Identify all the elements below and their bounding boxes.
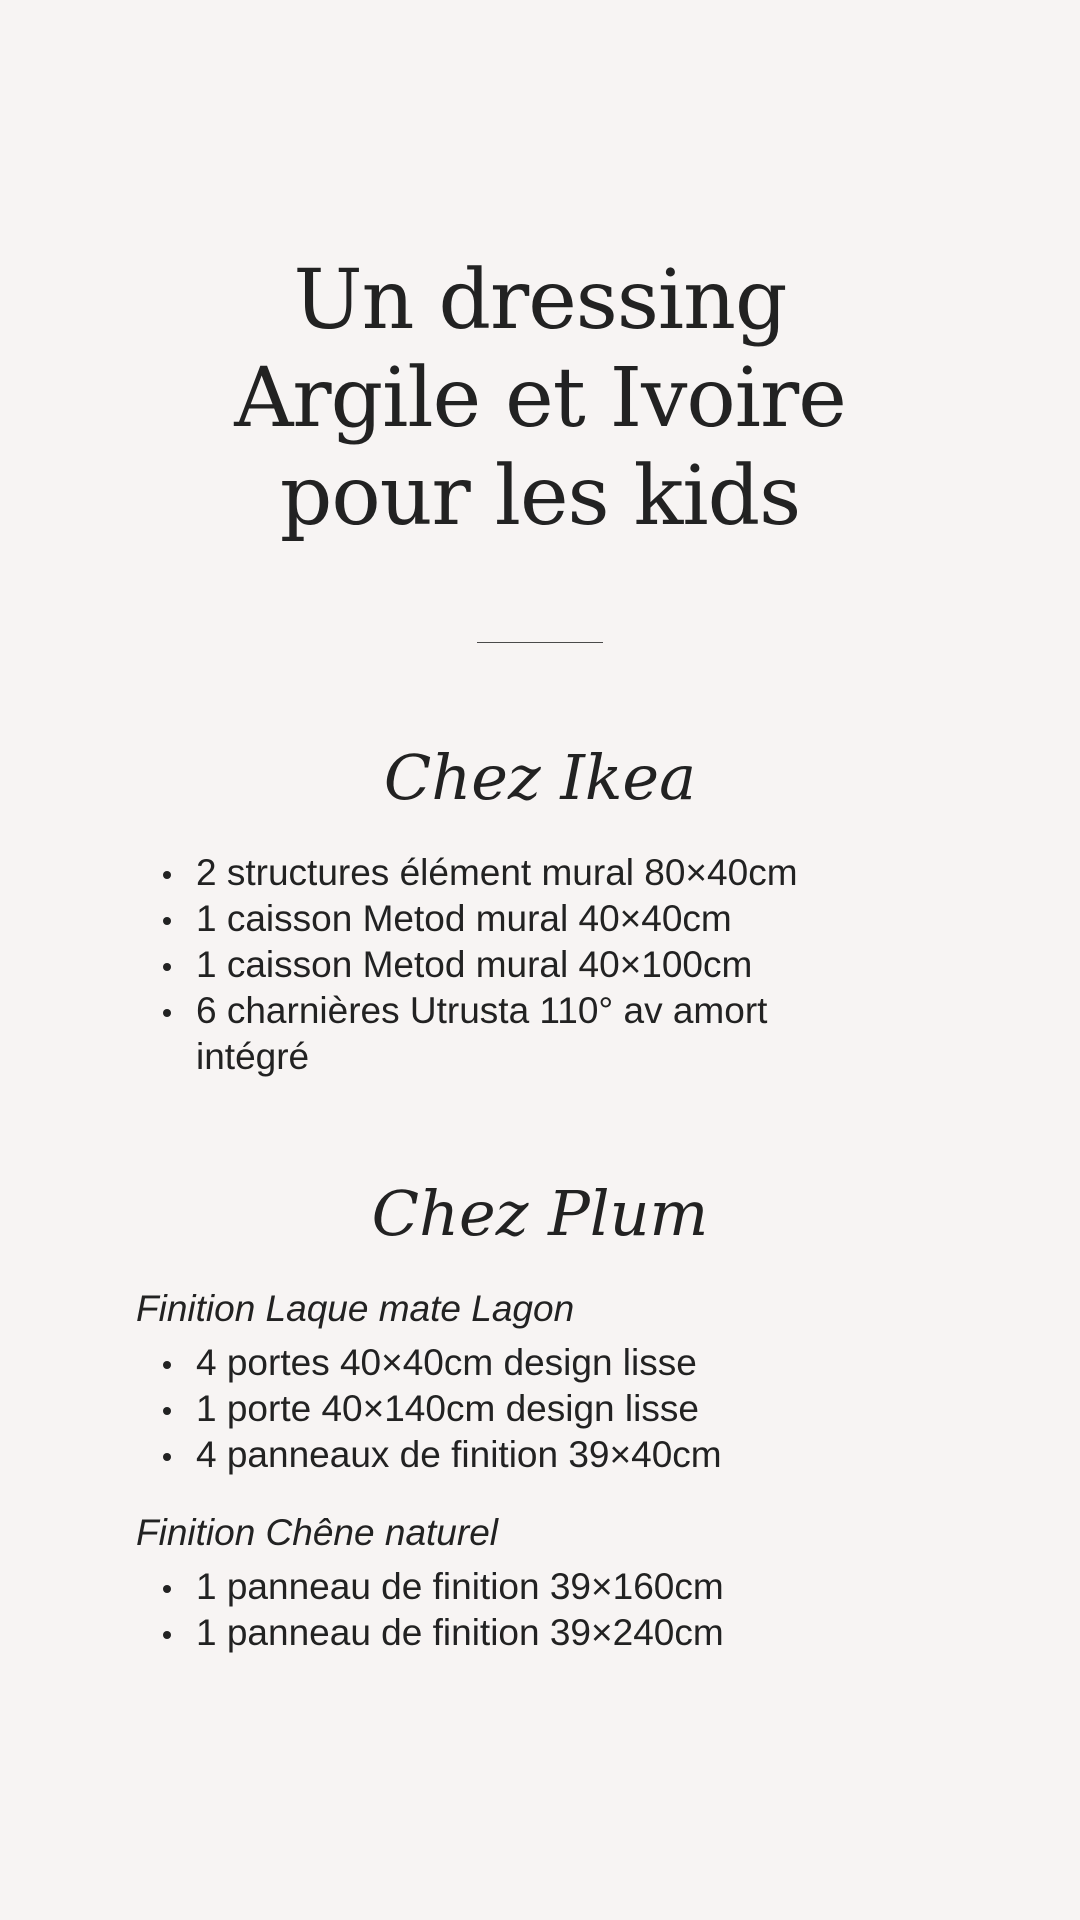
title-line-3: pour les kids [279,449,801,544]
title-line-2: Argile et Ivoire [234,351,846,446]
plum-chene-item-list [196,1564,936,1656]
title-line-1: Un dressing [293,253,787,348]
page-title [0,252,1080,546]
list-item: 1 caisson Metod mural 40×40cm [196,896,876,942]
plum-laque-item-list [196,1340,936,1478]
list-item: 1 caisson Metod mural 40×100cm [196,942,876,988]
list-item: 4 panneaux de finition 39×40cm [196,1432,936,1478]
finish-label-laque: Finition Laque mate Lagon [136,1288,575,1329]
plum-section-heading: Chez Plum [371,1177,709,1250]
list-item: 1 panneau de finition 39×160cm [196,1564,936,1610]
divider [477,642,603,643]
list-item: 4 portes 40×40cm design lisse [196,1340,936,1386]
list-item: 1 porte 40×140cm design lisse [196,1386,936,1432]
ikea-item-list [196,850,876,1080]
list-item: 2 structures élément mural 80×40cm [196,850,876,896]
ikea-section-heading: Chez Ikea [383,741,697,814]
list-item: 1 panneau de finition 39×240cm [196,1610,936,1656]
list-item: 6 charnières Utrusta 110° av amort intégré [196,988,876,1080]
finish-label-chene: Finition Chêne naturel [136,1512,498,1553]
